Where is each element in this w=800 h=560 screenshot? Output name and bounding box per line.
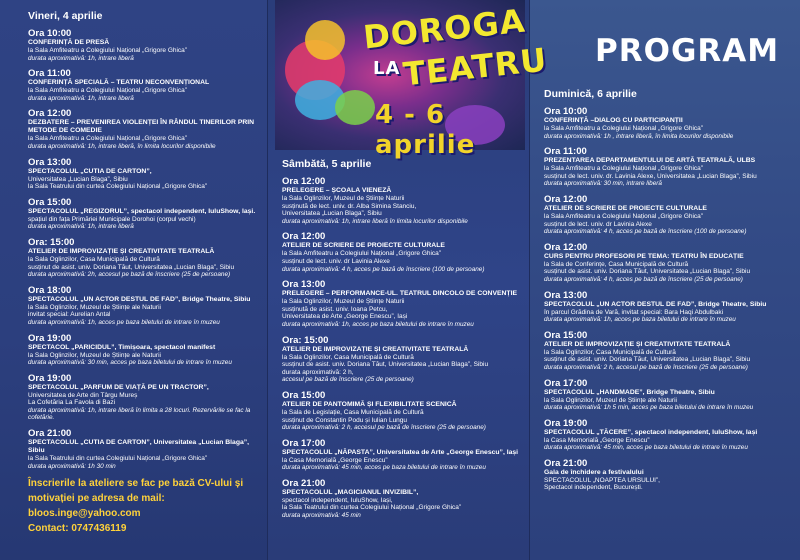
event-name: PRELEGERE – ȘCOALA VIENEZĂ [282,187,392,194]
event-location: la Sala Oglinzilor, Casa Municipală de Cultură [28,255,160,263]
event-item [282,176,524,225]
event-location: la Sala Amfiteatru a Colegiului Național „Grigore Ghica” [28,87,187,95]
day-title-sunday: Duminică, 6 aprilie [544,88,637,100]
event-location: susținut de asist. univ. Doriana Tăut, Universitatea „Lucian Blaga”, Sibiu [282,361,489,369]
event-location: la Sala de Conferințe, Casa Municipală de Cultură [544,260,689,268]
event-item [544,146,796,188]
event-item [544,242,796,284]
event-item [28,197,260,231]
event-location: La Cofetăria La Favola di Bazi [28,399,116,407]
event-item [28,28,260,62]
event-duration: accesul pe bază de înscriere (25 de persoane) [282,376,414,384]
event-duration: durata aproximativă: 1h, acces pe baza biletului de intrare în muzeu [544,316,736,324]
event-duration: durata aproximativă: 30 min, intrare liberă [544,180,662,188]
event-time: Ora 15:00 [28,196,72,208]
event-name: SPECTACOLUL „UN ACTOR DESTUL DE FAD”, Bridge Theatre, Sibiu [544,300,767,308]
event-time: Ora 13:00 [282,279,326,291]
note-line: Înscrierile la ateliere se fac pe bază CV-ului și [28,478,244,490]
event-location: susținut de lect. univ. dr. Lavinia Alexe, Universitatea „Lucian Blaga”, Sibiu [544,172,757,180]
event-location: susținut de asist. univ. Doriana Tăut, Universitatea „Lucian Blaga”, Sibiu [28,263,235,271]
event-location: Spectacol independent, București. [544,484,643,492]
event-time: Ora 11:00 [28,68,71,80]
event-item [282,390,524,432]
event-name: ATELIER DE IMPROVIZAȚIE ȘI CREATIVITATE TEATRALĂ [28,247,215,255]
event-duration: durata aproximativă: 1h, intrare liberă [28,223,134,231]
event-time: Ora 12:00 [544,193,588,205]
day-title-friday: Vineri, 4 aprilie [28,10,103,22]
event-item [28,108,260,150]
event-location: spectacol independent, IuluShow, Iași, [282,496,393,504]
note-email[interactable]: bloos.inge@yahoo.com [28,508,141,520]
event-duration: durata aproximativă: 1h, intrare liberă [28,94,134,102]
event-location: spațiul din fața Primăriei Municipale Dorohoi (corpul vechi) [28,215,196,223]
event-item [28,373,260,422]
event-name: SPECTACOLUL „PARFUM DE VIAȚĂ PE UN TRACTOR”, [28,383,209,391]
event-location: la Sala Oglinzilor, Muzeul de Științe Naturii [282,298,405,306]
event-duration: durata aproximativă: 30 min, acces pe baza biletului de intrare în muzeu [28,359,232,367]
logo-word: LA [373,58,401,79]
event-name: ATELIER DE IMPROVIZAȚIE ȘI CREATIVITATE TEATRALĂ [544,340,731,348]
event-name: ATELIER DE PANTOMIMĂ ȘI FLEXIBILITATE SCENICĂ [282,400,457,408]
event-item [544,378,796,412]
event-location: la Sala Oglinzilor, Muzeul de Științe Naturii [282,195,405,202]
event-time: Ora 21:00 [544,457,588,469]
event-time: Ora 12:00 [282,231,326,243]
event-location: la Sala Amfiteatru a Colegiului Național „Grigore Ghica” [282,250,441,258]
event-list-saturday [282,176,524,520]
event-time: Ora 17:00 [544,377,588,389]
event-duration: durata aproximativă: 2h, accesul pe bază de înscriere (25 de persoane) [28,271,231,279]
festival-logo [275,0,550,160]
event-name: ATELIER DE SCRIERE DE PROIECTE CULTURALE [282,242,445,250]
event-duration: durata aproximativă: 2 h, accesul pe bază de înscriere (25 de persoane) [282,424,486,432]
event-item [28,157,260,191]
event-duration: durata aproximativă: 45 min, acces pe baza biletului de intrare în muzeu [282,464,486,472]
event-duration: durata aproximativă: 1h, intrare liberă [28,54,134,62]
event-time: Ora 19:00 [28,332,72,344]
event-name: SPECTACOLUL „UN ACTOR DESTUL DE FAD”, Bridge Theatre, Sibiu [28,295,251,303]
event-time: Ora 10:00 [28,28,72,39]
event-location: la Casa Memorială „George Enescu” [282,456,388,464]
event-location: la Sala Teatrului din curtea Colegiului Național „Grigore Ghica” [28,183,208,191]
event-location: durata aproximativă: 2 h, [282,368,354,376]
program-title: PROGRAM [595,33,780,69]
event-item [544,194,796,236]
event-item [282,335,524,384]
event-duration: durata aproximativă: 1h, intrare liberă, în limita locurilor disponibile [28,142,216,150]
event-location: invitat special: Aurelian Antal [28,311,111,319]
day-title-saturday: Sâmbătă, 5 aprilie [282,158,372,170]
logo-word: TEATRU [401,40,550,94]
event-item [282,438,524,472]
event-location: la Casa Memorială „George Enescu” [544,436,650,444]
event-name: ATELIER DE IMPROVIZAȚIE ȘI CREATIVITATE TEATRALĂ [282,345,469,353]
logo-word: DOROGA [361,1,528,57]
event-location: susținut de Constantin Podu și Iulian Lungu [282,416,408,424]
event-location: Universitatea de Arte „George Enescu”, Iași [282,313,408,321]
event-location: la Sala Oglinzilor, Casa Municipală de Cultură [282,353,414,361]
event-location: la Sala Oglinzilor, Muzeul de Științe ale Naturii [28,351,161,359]
event-location: la Sala Amfiteatru a Colegiului Național „Grigore Ghica” [28,135,187,143]
event-name: CONFERINȚĂ –DIALOG CU PARTICIPANȚII [544,117,683,124]
event-item [282,279,524,328]
event-duration: durata aproximativă: 1h , intrare liberă, în limita locurilor disponibile [544,132,734,140]
event-item [282,478,524,520]
event-name: SPECTACOLUL „CUTIA DE CARTON”, [28,167,152,175]
event-duration: durata aproximativă: 4 h, acces pe bază de înscriere (100 de persoane) [282,265,485,273]
event-location: la Sala Amfiteatru a Colegiului Național „Grigore Ghica” [28,47,187,54]
event-name: SPECTACOL „PARICIDUL”, Timișoara, spectacol manifest [28,343,216,351]
event-time: Ora 13:00 [28,156,72,168]
event-time: Ora 12:00 [28,108,72,120]
event-name: CONFERINȚĂ SPECIALĂ – TEATRU NECONVENȚIONAL [28,79,210,87]
event-location: la Sala de Legislație, Casa Municipală de Cultură [282,408,424,416]
event-duration: durata aproximativă: 1h, acces pe baza biletului de intrare în muzeu [282,320,474,328]
event-name: CURS PENTRU PROFESORI PE TEMA: TEATRU ÎN EDUCAȚIE [544,252,744,260]
event-item [28,285,260,327]
event-duration: durata aproximativă: 1h 5 min, acces pe baza biletului de intrare în muzeu [544,404,754,412]
event-time: Ora 21:00 [282,477,326,489]
event-name: SPECTACOLUL „TĂCERE”, spectacol independent, IuluShow, Iași [544,428,758,436]
event-location: la Sala Amfiteatru a Colegiului Național „Grigore Ghica” [544,165,703,173]
event-item [28,333,260,367]
event-time: Ora 19:00 [544,417,588,429]
event-duration: durata aproximativă: 45 min [282,512,361,520]
event-item [28,428,260,470]
event-location: susținut de lect. univ. dr Lavinia Alexe [544,220,652,228]
event-time: Ora 19:00 [28,372,72,384]
event-time: Ora 21:00 [28,428,72,440]
event-duration: durata aproximativă: 1h 30 min [28,462,116,470]
event-list-sunday [544,106,796,492]
event-name: PREZENTAREA DEPARTAMENTULUI DE ARTĂ TEATRALĂ, ULBS [544,157,756,165]
event-location: SPECTACOLUL „NOAPTEA URSULUI”, [544,476,660,484]
column-sunday [530,0,800,560]
event-name: SPECTACOLUL „HANDMADE”, Bridge Theatre, Sibiu [544,388,715,396]
event-location: susținut de asist. univ. Doriana Tăut, Universitatea „Lucian Blaga”, Sibiu [544,356,751,364]
event-duration: durata aproximativă: 4 h, acces pe bază de înscriere (100 de persoane) [544,228,747,236]
event-time: Ora 13:00 [544,289,588,301]
event-location: susținută de lect. univ. dr. Alba Simina Stanciu, [282,202,417,210]
event-list-friday [28,28,260,470]
event-item [544,418,796,452]
paint-splash [305,20,345,60]
event-duration: durata aproximativă: 1h, intrare liberă în limita locurilor disponibile [282,217,468,225]
event-duration: durata aproximativă: 1h, intrare liberă în limita a 28 locuri. Rezervările se fac la cofetărie. [28,406,251,422]
event-location: Universitatea „Lucian Blaga”, Sibiu [28,175,128,183]
event-location: susținut de lect. univ. dr Lavinia Alexe [282,257,390,265]
registration-note [28,476,260,536]
event-location: la Sala Oglinzilor, Muzeul de Științe ale Naturii [28,303,161,311]
event-location: la Sala Amfiteatru a Colegiului Național „Grigore Ghica” [544,212,703,220]
event-location: susținut de asist. univ. Doriana Tăut, Universitatea „Lucian Blaga”, Sibiu [544,268,751,276]
note-contact: Contact: 0747436119 [28,523,127,535]
event-time: Ora 15:00 [282,389,326,401]
note-line: motivației pe adresa de mail: [28,493,165,505]
event-item [28,68,260,102]
event-name: ATELIER DE SCRIERE DE PROIECTE CULTURALE [544,204,707,212]
event-location: susținută de asist. univ. Ioana Petcu, [282,305,388,313]
event-item [544,290,796,324]
event-name: Gala de închidere a festivalului [544,468,644,476]
event-location: la Sala Oglinzilor, Muzeul de Științe ale Naturii [544,396,677,404]
event-duration: durata aproximativă: 4 h, acces pe bază de înscriere (25 de persoane) [544,275,743,283]
event-name: CONFERINȚĂ DE PRESĂ [28,39,110,46]
event-name: PRELEGERE – PERFORMANCE-UL. TEATRUL DINCOLO DE CONVENȚIE [282,290,518,298]
event-location: în parcul Grădina de Vară, invitat special: Bara Haqi Abdulbaki [544,308,724,316]
logo-dates: 4 - 6 aprilie [375,100,476,160]
event-location: la Sala Teatrului din curtea Colegiului Național „Grigore Ghica” [282,504,462,512]
event-name: DEZBATERE – PREVENIREA VIOLENȚEI ÎN RÂNDUL TINERILOR PRIN METODE DE COMEDIE [28,119,255,135]
event-time: Ora 10:00 [544,106,588,117]
event-item [544,106,796,140]
event-location: la Sala Amfiteatru a Colegiului Național „Grigore Ghica” [544,125,703,132]
event-time: Ora 12:00 [544,241,588,253]
event-name: SPECTACOLUL „NĂPASTA”, Universitatea de Arte „George Enescu”, Iași [282,448,519,456]
event-item [282,231,524,273]
event-item [28,237,260,279]
paint-splash [335,90,375,125]
column-friday [0,0,268,560]
event-time: Ora 15:00 [544,329,588,341]
event-location: Universitatea „Lucian Blaga”, Sibiu [282,210,382,218]
event-time: Ora 12:00 [282,176,326,187]
event-time: Ora 11:00 [544,146,587,158]
event-duration: durata aproximativă: 2 h, accesul pe bază de înscriere (25 de persoane) [544,363,748,371]
event-duration: durata aproximativă: 45 min, acces pe baza biletului de intrare în muzeu [544,444,748,452]
event-time: Ora 17:00 [282,437,326,449]
event-item [544,458,796,492]
event-item [544,330,796,372]
event-location: Universitatea de Arte din Târgu Mureș [28,391,138,399]
event-time: Ora: 15:00 [28,236,75,248]
event-time: Ora: 15:00 [282,334,329,346]
event-duration: durata aproximativă: 1h, acces pe baza biletului de intrare în muzeu [28,318,220,326]
event-name: SPECTACOLUL „REGIZORUL”, spectacol independent, IuluShow, Iași. [28,207,256,215]
event-location: la Sala Teatrului din curtea Colegiului Național „Grigore Ghica” [28,455,208,463]
event-name: SPECTACOLUL „CUTIA DE CARTON”, Universitatea „Lucian Blaga”, Sibiu [28,439,250,455]
event-location: la Sala Oglinzilor, Casa Municipală de Cultură [544,348,676,356]
event-time: Ora 18:00 [28,284,72,296]
event-name: SPECTACOLUL „MAGICIANUL INVIZIBIL”, [282,488,419,496]
